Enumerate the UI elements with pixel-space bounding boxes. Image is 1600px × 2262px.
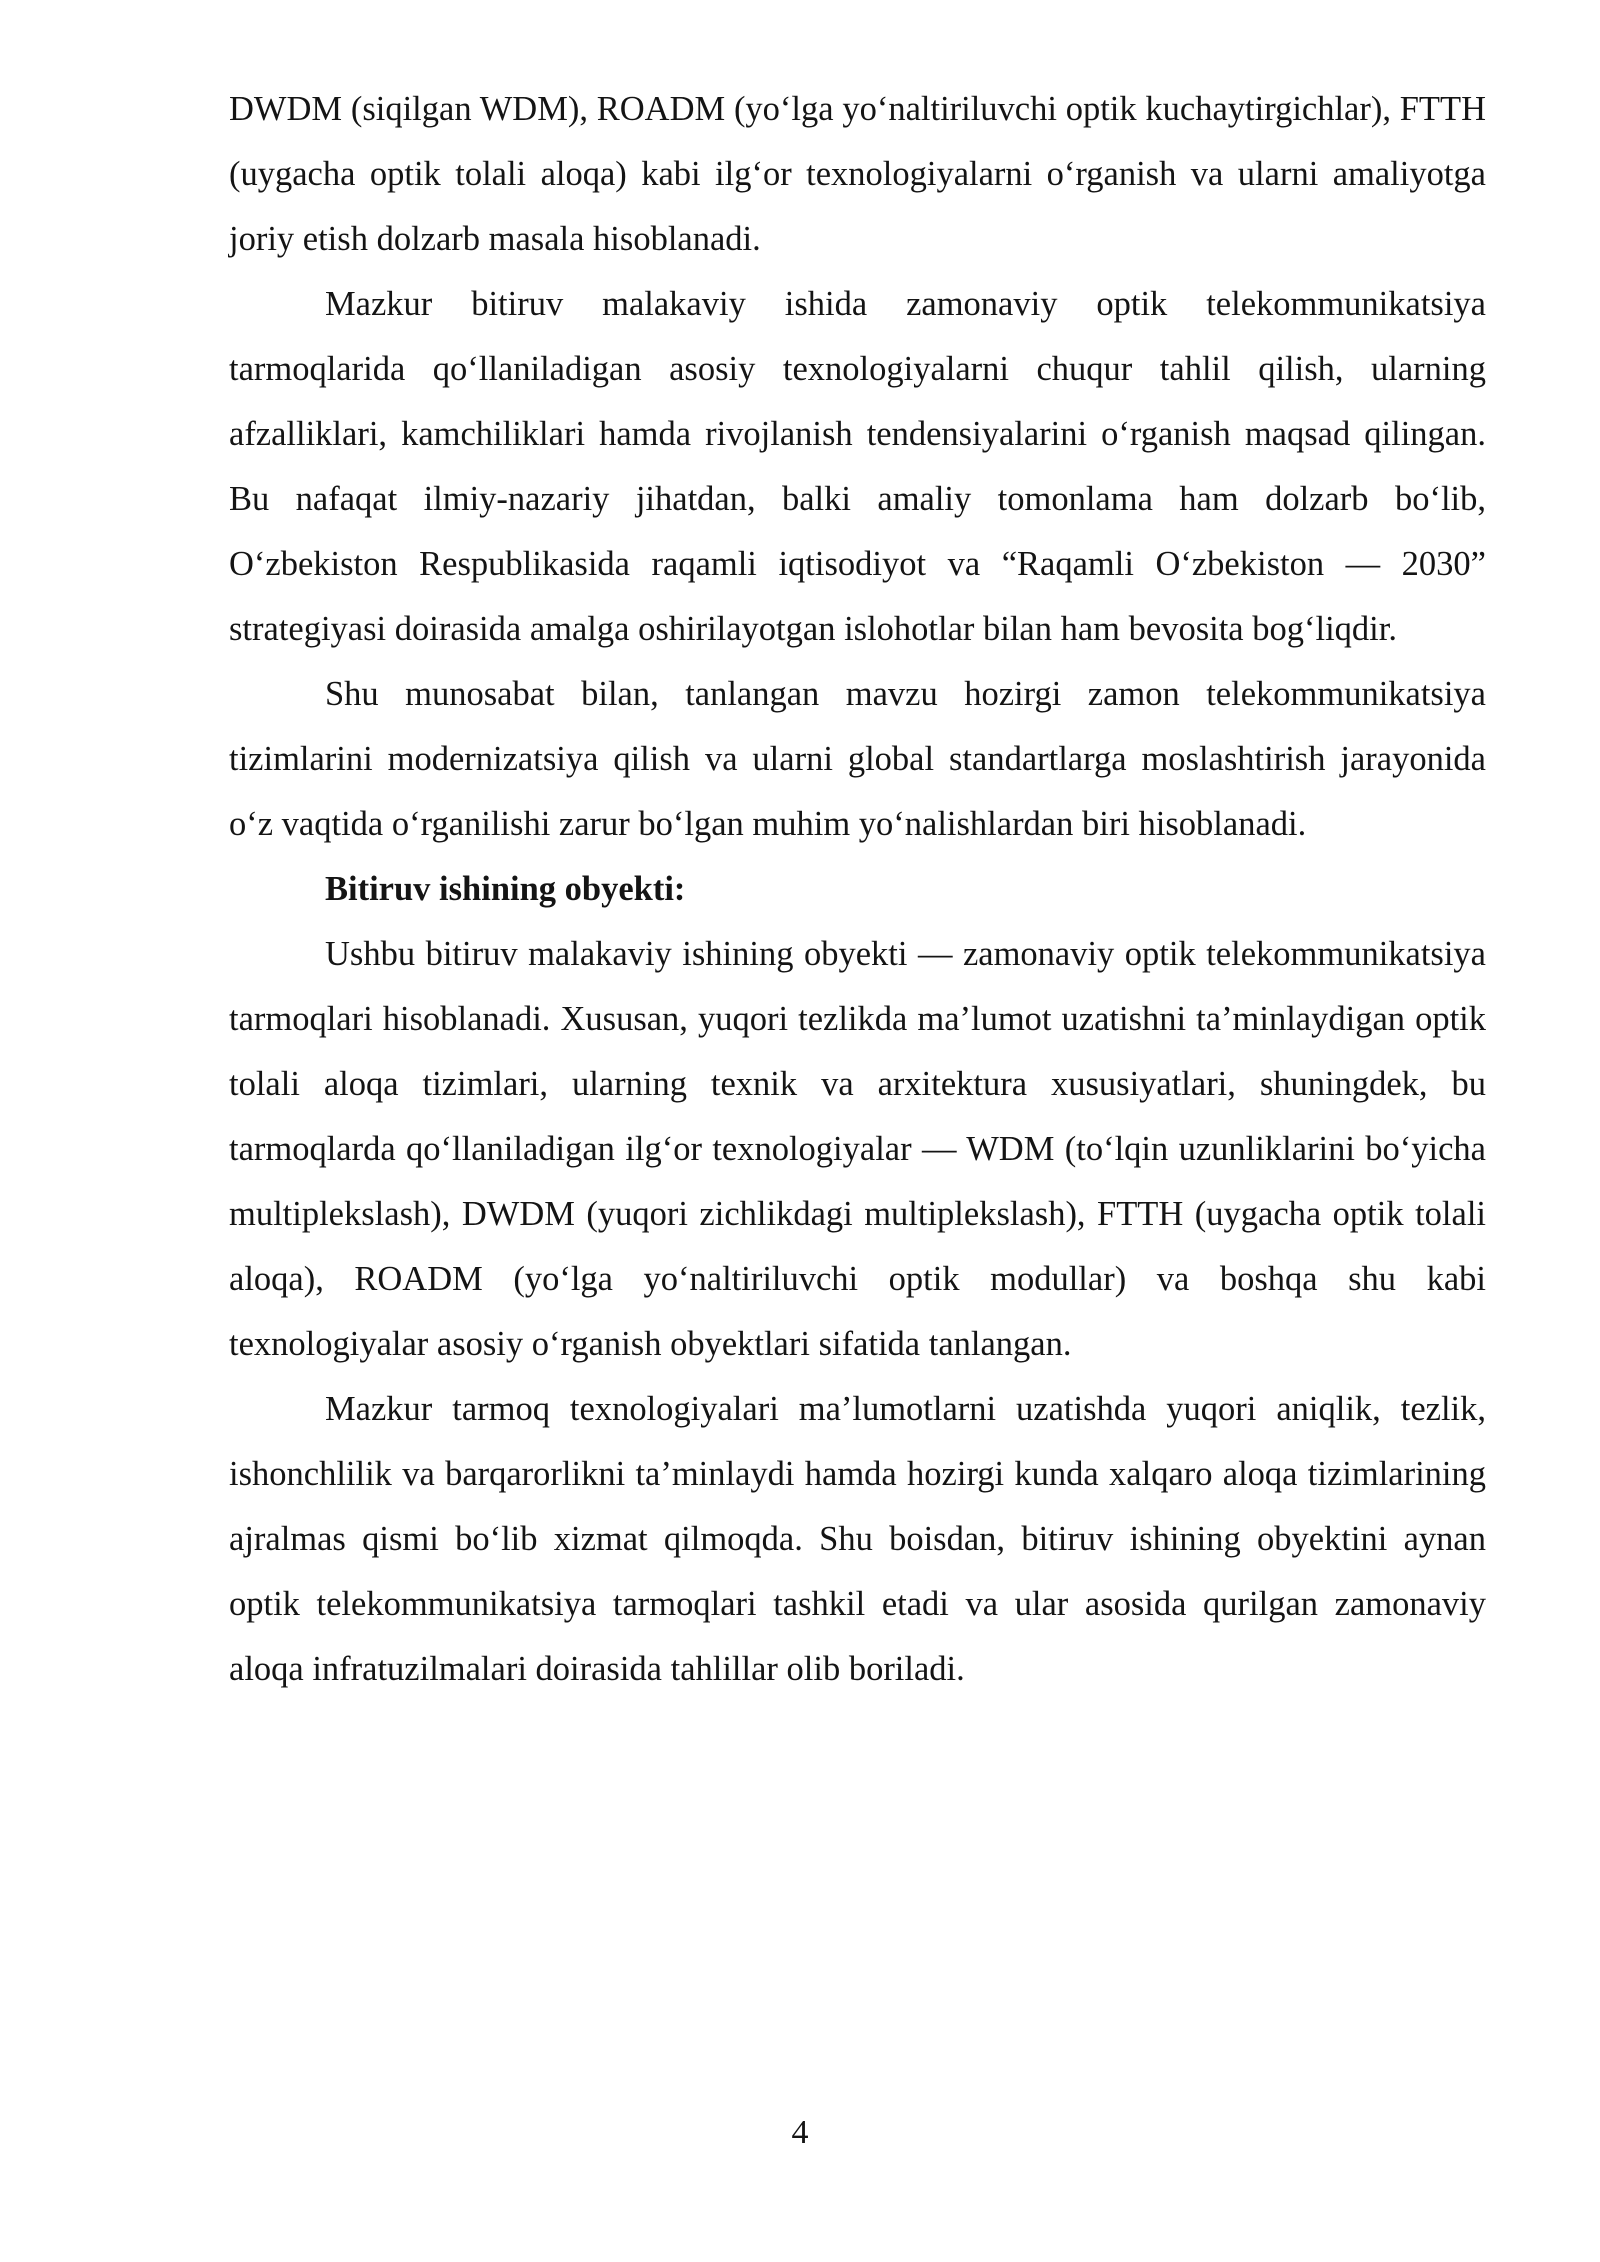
paragraph-object-summary: Mazkur tarmoq texnologiyalari ma’lumotlarni uzatishda yuqori aniqlik, tezlik, ishonchlilik va barqarorlikni ta’minlaydi hamda hozirgi kunda xalqaro aloqa tizimlarining ajralmas qismi bo‘lib xizmat qilmoqda. Shu boisdan, bitiruv ishining obyektini aynan optik telekommunikatsiya tarmoqlari tashkil etadi va ular asosida qurilgan zamonaviy aloqa infratuzilmalari doirasida tahlillar olib boriladi. [229, 1390, 1486, 1688]
section-heading-object: Bitiruv ishining obyekti: [325, 870, 686, 908]
paragraph-object-definition: Ushbu bitiruv malakaviy ishining obyekti — zamonaviy optik telekommunikatsiya tarmoqlari hisoblanadi. Xususan, yuqori tezlikda ma’lumot uzatishni ta’minlaydigan optik tolali aloqa tizimlari, ularning texnik va arxitektura xususiyatlari, shuningdek, bu tarmoqlarda qo‘llaniladigan ilg‘or texnologiyalar — WDM (to‘lqin uzunliklarini bo‘yicha multiplekslash), DWDM (yuqori zichlikdagi multiplekslash), FTTH (uygacha optik tolali aloqa), ROADM (yo‘lga yo‘naltiriluvchi optik modullar) va boshqa shu kabi texnologiyalar asosiy o‘rganish obyektlari sifatida tanlangan. [229, 935, 1486, 1363]
paragraph-research-purpose: Mazkur bitiruv malakaviy ishida zamonaviy optik telekommunikatsiya tarmoqlarida qo‘llaniladigan asosiy texnologiyalarni chuqur tahlil qilish, ularning afzalliklari, kamchiliklari hamda rivojlanish tendensiyalarini o‘rganish maqsad qilingan. Bu nafaqat ilmiy-nazariy jihatdan, balki amaliy tomonlama ham dolzarb bo‘lib, O‘zbekiston Respublikasida raqamli iqtisodiyot va “Raqamli O‘zbekiston — 2030” strategiyasi doirasida amalga oshirilayotgan islohotlar bilan ham bevosita bog‘liqdir. [229, 285, 1486, 648]
page-body [229, 77, 1486, 1702]
paragraph-topic-relevance: Shu munosabat bilan, tanlangan mavzu hozirgi zamon telekommunikatsiya tizimlarini modernizatsiya qilish va ularni global standartlarga moslashtirish jarayonida o‘z vaqtida o‘rganilishi zarur bo‘lgan muhim yo‘nalishlardan biri hisoblanadi. [229, 675, 1486, 843]
page-number: 4 [791, 2114, 809, 2151]
paragraph-continued: DWDM (siqilgan WDM), ROADM (yo‘lga yo‘naltiriluvchi optik kuchaytirgichlar), FTTH (uygacha optik tolali aloqa) kabi ilg‘or texnologiyalarni o‘rganish va ularni amaliyotga joriy etish dolzarb masala hisoblanadi. [229, 90, 1486, 258]
